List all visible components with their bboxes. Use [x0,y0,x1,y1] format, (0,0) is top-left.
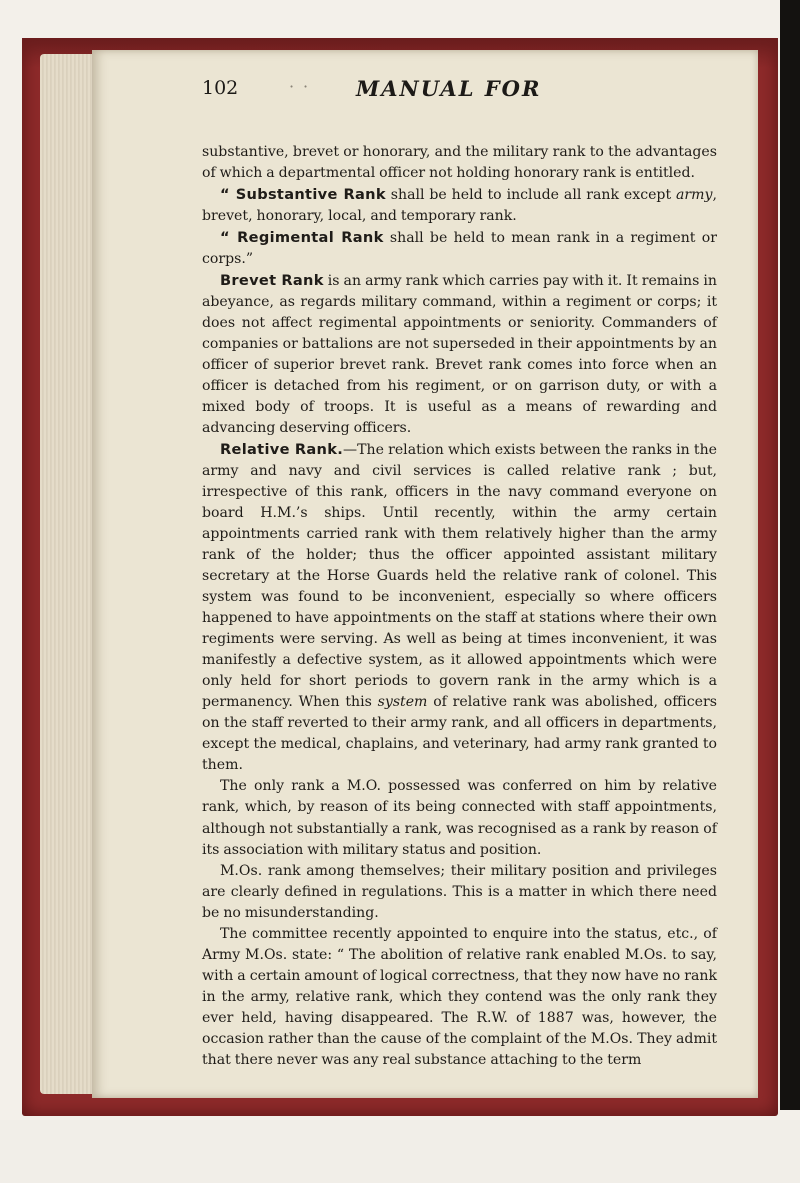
background-surface [0,1120,800,1183]
paragraph-substantive-rank [202,184,717,227]
paragraph-8 [202,924,717,1071]
paragraph-text: shall be held to include all rank except [385,187,677,204]
paragraph-text: is an army rank which carries pay with it. It remains in abeyance, as regards military command, within a regiment or corps; it does not affect regimental appointments or seniority. Commanders of companies or battalions are not superseded in their appointments by an officer of superior brevet rank. Brevet rank comes into force when an officer is detached from his regiment, or on garrison duty, or with a mixed body of troops. It is useful as a means of rewarding and advancing deserving officers. [202,273,717,437]
italic-text: army [676,187,713,204]
italic-text: system [377,694,428,711]
paragraph-1 [202,142,717,184]
paragraph-text: of relative rank was abolished, officers on the staff reverted to their army rank, and all officers in departments, except the medical, chaplains, and veterinary, had army rank granted to them. [202,694,717,774]
paragraph-text: —The relation which exists between the ranks in the army and navy and civil services is called relative rank ; but, irrespective of this rank, officers in the navy command everyone on board H.M.’s ships. Until recently, within the army certain appointments carried rank with them relatively higher than the army rank of the holder; thus the officer appointed assistant military secretary at the Horse Guards held the relative rank of colonel. This system was found to be inconvenient, especially so where officers happened to have appointments on the staff at stations where their own regiments were serving. As well as being at times inconvenient, it was manifestly a defective system, as it allowed appointments which were only held for short periods to govern rank in the army which is a permanency. When this [202,442,717,711]
dark-background-edge [780,0,800,1110]
paragraph-relative-rank [202,439,717,776]
term-heading: Relative Rank. [220,441,344,459]
dot-mark: · [289,77,295,96]
running-head [106,77,666,105]
paragraph-brevet-rank [202,270,717,439]
paragraph-text: shall be held to mean rank in a regiment or corps.” [202,230,717,268]
paragraph-text: The only rank a M.O. possessed was conferred on him by relative rank, which, by reason of its being connected with staff appointments, although not substantially a rank, was recognised as a rank by reason of its association with military status and position. [202,778,717,858]
paragraph-text: M.Os. rank among themselves; their military position and privileges are clearly defined in regulations. This is a matter in which there need be no misunderstanding. [202,862,717,921]
term-heading: “ Regimental Rank [220,229,384,247]
term-heading: Brevet Rank [220,272,324,290]
page-number: 102 [202,77,239,99]
running-title: MANUAL FOR [356,76,542,101]
paragraph-text: substantive, brevet or honorary, and the military rank to the advantages of which a departmental officer not holding honorary rank is entitled. [202,144,717,182]
paragraph-7 [202,861,717,924]
paragraph-text: The committee recently appointed to enquire into the status, etc., of Army M.Os. state: “ The abolition of relative rank enabled M.Os. to say, with a certain amount of logical correctness, that they now have no rank in the army, relative rank, which they contend was the only rank they ever held, having disappeared. The R.W. of 1887 was, however, the occasion rather than the cause of the complaint of the M.Os. They admit that there never was any real substance attaching to the term [202,925,717,1068]
page-text [202,142,717,1071]
term-heading: “ Substantive Rank [220,186,386,204]
paragraph-6 [202,776,717,860]
paragraph-text: , brevet, honorary, local, and temporary rank. [202,187,717,225]
dot-mark: · [303,77,309,96]
paragraph-regimental-rank [202,227,717,270]
